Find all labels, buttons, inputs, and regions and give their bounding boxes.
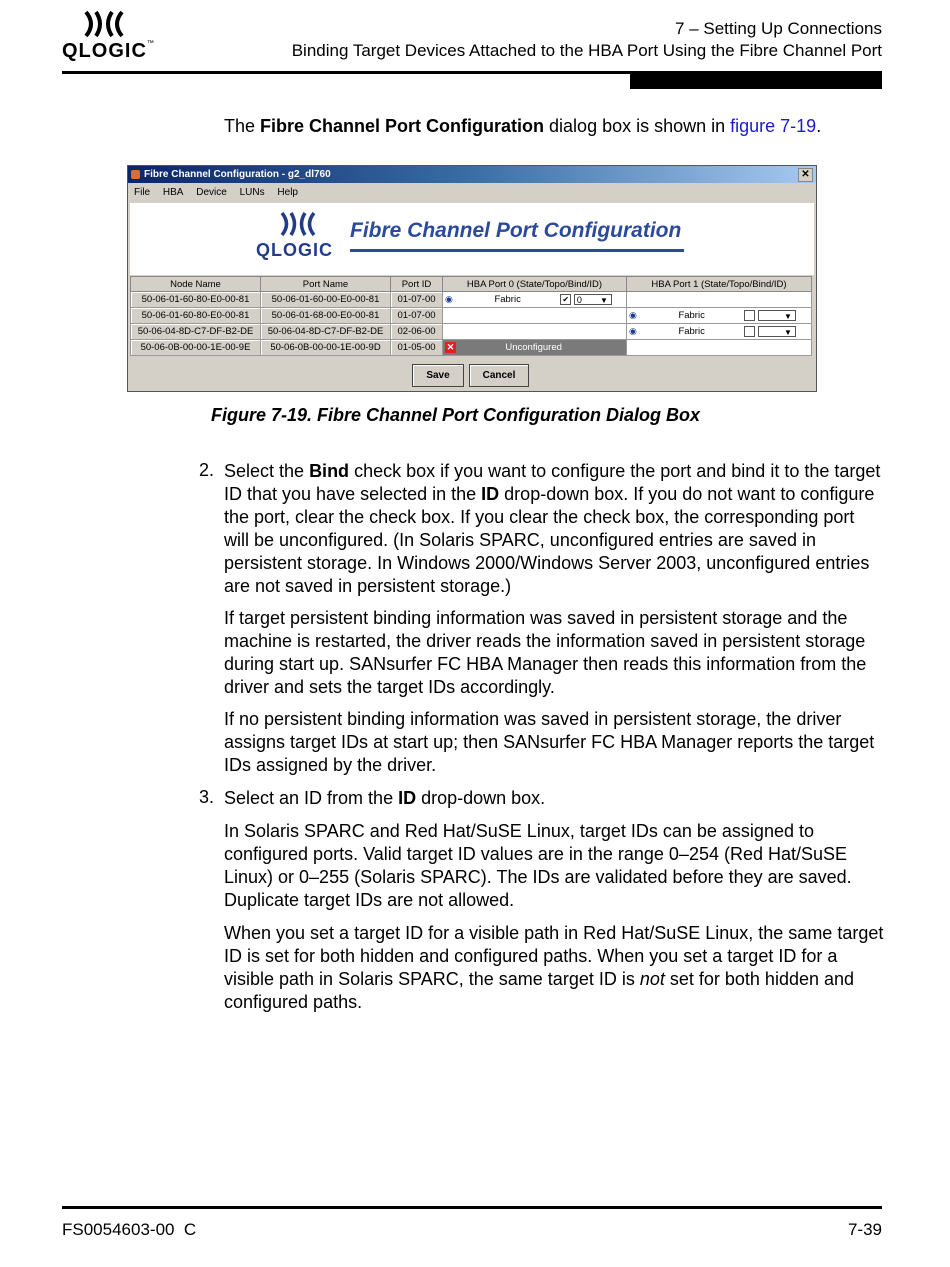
footer-rule [62, 1206, 882, 1209]
port-id-cell[interactable]: 02-06-00 [391, 324, 443, 340]
table-row[interactable] [131, 308, 812, 324]
step-2-paragraph-3: If no persistent binding information was saved in persistent storage, the driver assigns target IDs at start up; then SANsurfer FC HBA Manager reports the target IDs assigned by the driver. [224, 709, 875, 775]
dialog-banner [130, 203, 814, 275]
menu-bar [128, 184, 816, 202]
node-name-cell[interactable]: 50-06-0B-00-00-1E-00-9E [131, 340, 261, 356]
hba-port-0-cell[interactable]: ◉ Fabric ✔ 0 ▼ [443, 292, 627, 308]
step-3-paragraph-1: Select an ID from the ID drop-down box. [224, 788, 546, 808]
step-number: 2. [199, 460, 215, 480]
col-hba-port-1[interactable]: HBA Port 1 (State/Topo/Bind/ID) [627, 277, 812, 292]
bind-checkbox[interactable]: ✔ [560, 294, 571, 305]
hba-port-1-cell[interactable] [627, 292, 812, 308]
header-bar [630, 74, 882, 89]
step-number: 3. [199, 787, 215, 807]
figure-link[interactable]: figure 7-19 [730, 116, 817, 136]
figure-caption: Figure 7-19. Fibre Channel Port Configuration Dialog Box [211, 405, 701, 425]
step-2-paragraph-1: Select the Bind check box if you want to configure the port and bind it to the target ID that you have selected in the ID drop-down box. If you do not want to configure the port, clear the check box. If you clear the check box, the corresponding port will be unconfigured. (In Solaris SPARC, unconfigured entries are saved in persistent storage. In Windows 2000/Windows Server 2003, unconfigured entries are not saved in persistent storage.) [224, 461, 881, 596]
banner-logo: QLOGIC [254, 211, 344, 263]
hba-port-0-cell[interactable]: ✕ Unconfigured [443, 340, 627, 356]
unconfigured-x-icon: ✕ [446, 341, 455, 352]
target-id-dropdown[interactable] [758, 326, 796, 337]
logo-wordmark: QLOGIC™ [62, 40, 155, 62]
step-3-paragraph-3: When you set a target ID for a visible path in Red Hat/SuSE Linux, the same target ID is set for both hidden and configured paths. When you set a target ID for a visible path in Solaris SPARC, the same target ID is not set for both hidden and configured paths. [224, 923, 884, 1012]
port-name-cell[interactable]: 50-06-0B-00-00-1E-00-9D [261, 340, 391, 356]
chevron-down-icon: ▼ [600, 295, 608, 305]
table-row[interactable] [131, 292, 812, 308]
node-name-cell[interactable]: 50-06-01-60-80-E0-00-81 [131, 308, 261, 324]
hba-port-1-cell[interactable]: ◉ Fabric ▼ [627, 308, 812, 324]
header-section: Binding Target Devices Attached to the HBA Port Using the Fibre Channel Port [291, 41, 882, 60]
qlogic-mark-icon [278, 211, 318, 237]
table-header-row [131, 277, 812, 292]
hba-port-1-cell[interactable]: ◉ Fabric ▼ [627, 324, 812, 340]
hba-port-1-cell[interactable] [627, 340, 812, 356]
menu-device[interactable]: Device [196, 187, 227, 198]
visible-eye-icon: ◉ [445, 294, 453, 304]
dialog-titlebar [128, 166, 816, 183]
qlogic-mark-icon [82, 10, 126, 38]
node-name-cell[interactable]: 50-06-01-60-80-E0-00-81 [131, 292, 261, 308]
port-name-cell[interactable]: 50-06-01-68-00-E0-00-81 [261, 308, 391, 324]
save-button[interactable]: Save [412, 364, 464, 387]
step-3-paragraph-2: In Solaris SPARC and Red Hat/SuSE Linux, target IDs can be assigned to configured ports. Valid target ID values are in the range 0–254 (Red Hat/SuSE Linux) or 0–255 (Solaris SPARC). The IDs are validated before they are saved. Duplicate target IDs are not allowed. [224, 821, 852, 910]
hba-port-0-cell[interactable] [443, 324, 627, 340]
fc-port-config-dialog [127, 165, 817, 392]
table-row[interactable] [131, 340, 812, 356]
port-name-cell[interactable]: 50-06-04-8D-C7-DF-B2-DE [261, 324, 391, 340]
footer-doc-id: FS0054603-00 C [62, 1220, 197, 1239]
intro-paragraph: The Fibre Channel Port Configuration dialog box is shown in figure 7-19. [224, 116, 822, 136]
app-icon [131, 170, 140, 179]
table-row[interactable] [131, 324, 812, 340]
chevron-down-icon: ▼ [784, 327, 792, 337]
col-node-name[interactable]: Node Name [131, 277, 261, 292]
qlogic-logo [62, 10, 162, 66]
chevron-down-icon: ▼ [784, 311, 792, 321]
menu-help[interactable]: Help [277, 187, 298, 198]
menu-luns[interactable]: LUNs [239, 187, 265, 198]
col-port-id[interactable]: Port ID [391, 277, 443, 292]
cancel-button[interactable]: Cancel [469, 364, 529, 387]
menu-hba[interactable]: HBA [162, 187, 184, 198]
bind-checkbox[interactable] [744, 310, 755, 321]
port-id-cell[interactable]: 01-05-00 [391, 340, 443, 356]
port-id-cell[interactable]: 01-07-00 [391, 308, 443, 324]
dialog-title: Fibre Channel Configuration - g2_dl760 [144, 169, 331, 180]
banner-title: Fibre Channel Port Configuration [350, 219, 682, 242]
port-name-cell[interactable]: 50-06-01-60-00-E0-00-81 [261, 292, 391, 308]
header-chapter: 7 – Setting Up Connections [675, 19, 882, 38]
target-id-dropdown[interactable]: 0 ▼ [574, 294, 612, 305]
step-2-paragraph-2: If target persistent binding information was saved in persistent storage and the machine is restarted, the driver reads the information saved in persistent storage during start up. SANsurfer FC HBA Manager then reads this information from the driver and sets the target IDs accordingly. [224, 608, 867, 697]
port-id-cell[interactable]: 01-07-00 [391, 292, 443, 308]
col-port-name[interactable]: Port Name [261, 277, 391, 292]
target-id-dropdown[interactable] [758, 310, 796, 321]
node-name-cell[interactable]: 50-06-04-8D-C7-DF-B2-DE [131, 324, 261, 340]
col-hba-port-0[interactable]: HBA Port 0 (State/Topo/Bind/ID) [443, 277, 627, 292]
footer-page-number: 7-39 [847, 1220, 882, 1239]
banner-underline [350, 249, 684, 252]
menu-file[interactable]: File [134, 187, 151, 198]
visible-eye-icon: ◉ [629, 326, 637, 336]
close-icon[interactable]: ✕ [798, 168, 813, 182]
hba-port-0-cell[interactable] [443, 308, 627, 324]
port-table [130, 276, 812, 356]
bind-checkbox[interactable] [744, 326, 755, 337]
visible-eye-icon: ◉ [629, 310, 637, 320]
